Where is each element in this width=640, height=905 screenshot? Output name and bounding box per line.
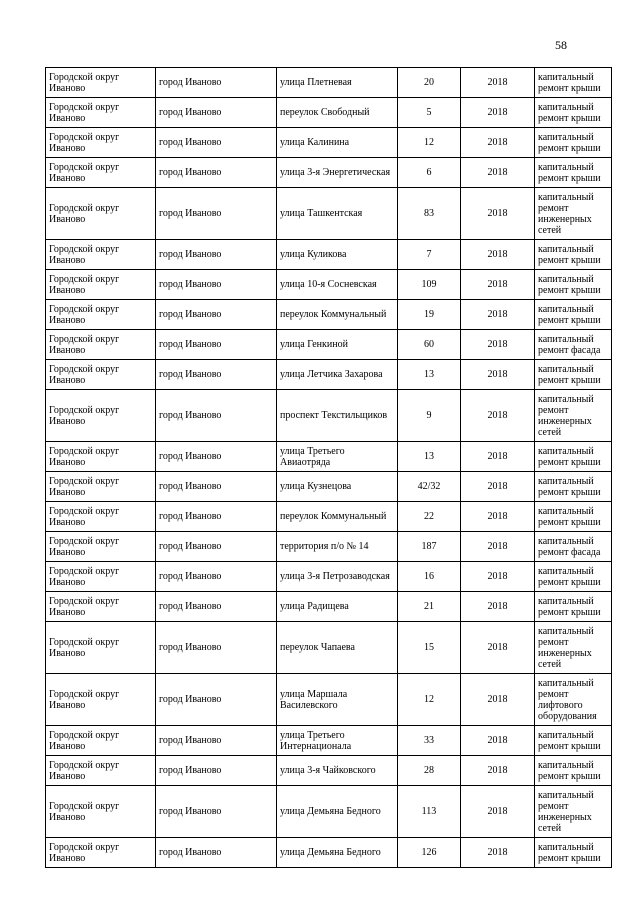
district-cell: Городской округ Иваново: [46, 188, 156, 240]
street-cell: улица Летчика Захарова: [277, 360, 398, 390]
table-row: [46, 726, 612, 756]
table-row: [46, 270, 612, 300]
district-cell: Городской округ Иваново: [46, 726, 156, 756]
district-cell: Городской округ Иваново: [46, 390, 156, 442]
district-cell: Городской округ Иваново: [46, 532, 156, 562]
work-type-cell: капитальный ремонт крыши: [535, 360, 612, 390]
city-cell: город Иваново: [156, 442, 277, 472]
street-cell: улица 3-я Энергетическая: [277, 158, 398, 188]
street-cell: улица Кузнецова: [277, 472, 398, 502]
city-cell: город Иваново: [156, 68, 277, 98]
table-row: [46, 98, 612, 128]
street-cell: улица Демьяна Бедного: [277, 786, 398, 838]
city-cell: город Иваново: [156, 786, 277, 838]
work-type-cell: капитальный ремонт фасада: [535, 330, 612, 360]
house-number-cell: 113: [398, 786, 461, 838]
district-cell: Городской округ Иваново: [46, 270, 156, 300]
work-type-cell: капитальный ремонт крыши: [535, 838, 612, 868]
city-cell: город Иваново: [156, 674, 277, 726]
year-cell: 2018: [461, 240, 535, 270]
year-cell: 2018: [461, 532, 535, 562]
table-row: [46, 188, 612, 240]
district-cell: Городской округ Иваново: [46, 240, 156, 270]
street-cell: улица Генкиной: [277, 330, 398, 360]
city-cell: город Иваново: [156, 726, 277, 756]
year-cell: 2018: [461, 330, 535, 360]
year-cell: 2018: [461, 786, 535, 838]
city-cell: город Иваново: [156, 128, 277, 158]
work-type-cell: капитальный ремонт крыши: [535, 472, 612, 502]
street-cell: улица Ташкентская: [277, 188, 398, 240]
table-row: [46, 300, 612, 330]
city-cell: город Иваново: [156, 300, 277, 330]
house-number-cell: 7: [398, 240, 461, 270]
district-cell: Городской округ Иваново: [46, 330, 156, 360]
work-type-cell: капитальный ремонт инженерных сетей: [535, 390, 612, 442]
district-cell: Городской округ Иваново: [46, 128, 156, 158]
city-cell: город Иваново: [156, 270, 277, 300]
page-number: 58: [555, 38, 567, 52]
house-number-cell: 19: [398, 300, 461, 330]
city-cell: город Иваново: [156, 622, 277, 674]
table-row: [46, 786, 612, 838]
year-cell: 2018: [461, 98, 535, 128]
house-number-cell: 6: [398, 158, 461, 188]
work-type-cell: капитальный ремонт крыши: [535, 128, 612, 158]
year-cell: 2018: [461, 726, 535, 756]
street-cell: переулок Коммунальный: [277, 502, 398, 532]
year-cell: 2018: [461, 158, 535, 188]
year-cell: 2018: [461, 390, 535, 442]
work-type-cell: капитальный ремонт крыши: [535, 158, 612, 188]
work-type-cell: капитальный ремонт инженерных сетей: [535, 188, 612, 240]
street-cell: переулок Коммунальный: [277, 300, 398, 330]
table-row: [46, 756, 612, 786]
city-cell: город Иваново: [156, 562, 277, 592]
year-cell: 2018: [461, 756, 535, 786]
street-cell: улица Третьего Интернационала: [277, 726, 398, 756]
house-number-cell: 28: [398, 756, 461, 786]
year-cell: 2018: [461, 674, 535, 726]
year-cell: 2018: [461, 622, 535, 674]
house-number-cell: 13: [398, 442, 461, 472]
year-cell: 2018: [461, 472, 535, 502]
city-cell: город Иваново: [156, 360, 277, 390]
district-cell: Городской округ Иваново: [46, 674, 156, 726]
year-cell: 2018: [461, 270, 535, 300]
street-cell: переулок Чапаева: [277, 622, 398, 674]
year-cell: 2018: [461, 442, 535, 472]
street-cell: улица Плетневая: [277, 68, 398, 98]
table-row: [46, 562, 612, 592]
city-cell: город Иваново: [156, 756, 277, 786]
table-row: [46, 360, 612, 390]
table-row: [46, 838, 612, 868]
table-row: [46, 674, 612, 726]
house-number-cell: 109: [398, 270, 461, 300]
table-row: [46, 502, 612, 532]
work-type-cell: капитальный ремонт крыши: [535, 592, 612, 622]
year-cell: 2018: [461, 562, 535, 592]
city-cell: город Иваново: [156, 330, 277, 360]
year-cell: 2018: [461, 188, 535, 240]
district-cell: Городской округ Иваново: [46, 502, 156, 532]
house-number-cell: 33: [398, 726, 461, 756]
year-cell: 2018: [461, 68, 535, 98]
house-number-cell: 16: [398, 562, 461, 592]
street-cell: улица 3-я Чайковского: [277, 756, 398, 786]
house-number-cell: 60: [398, 330, 461, 360]
house-number-cell: 21: [398, 592, 461, 622]
work-type-cell: капитальный ремонт фасада: [535, 532, 612, 562]
city-cell: город Иваново: [156, 188, 277, 240]
work-type-cell: капитальный ремонт крыши: [535, 68, 612, 98]
repair-registry-table: [45, 67, 612, 868]
street-cell: улица Демьяна Бедного: [277, 838, 398, 868]
district-cell: Городской округ Иваново: [46, 592, 156, 622]
table-body: [46, 68, 612, 868]
city-cell: город Иваново: [156, 532, 277, 562]
district-cell: Городской округ Иваново: [46, 562, 156, 592]
district-cell: Городской округ Иваново: [46, 68, 156, 98]
house-number-cell: 126: [398, 838, 461, 868]
district-cell: Городской округ Иваново: [46, 756, 156, 786]
work-type-cell: капитальный ремонт крыши: [535, 300, 612, 330]
street-cell: проспект Текстильщиков: [277, 390, 398, 442]
city-cell: город Иваново: [156, 240, 277, 270]
work-type-cell: капитальный ремонт крыши: [535, 270, 612, 300]
table-row: [46, 240, 612, 270]
work-type-cell: капитальный ремонт крыши: [535, 756, 612, 786]
house-number-cell: 83: [398, 188, 461, 240]
street-cell: переулок Свободный: [277, 98, 398, 128]
table-row: [46, 472, 612, 502]
house-number-cell: 13: [398, 360, 461, 390]
table-row: [46, 158, 612, 188]
work-type-cell: капитальный ремонт инженерных сетей: [535, 786, 612, 838]
city-cell: город Иваново: [156, 98, 277, 128]
year-cell: 2018: [461, 838, 535, 868]
house-number-cell: 12: [398, 674, 461, 726]
house-number-cell: 15: [398, 622, 461, 674]
city-cell: город Иваново: [156, 502, 277, 532]
house-number-cell: 22: [398, 502, 461, 532]
district-cell: Городской округ Иваново: [46, 838, 156, 868]
city-cell: город Иваново: [156, 158, 277, 188]
district-cell: Городской округ Иваново: [46, 158, 156, 188]
district-cell: Городской округ Иваново: [46, 786, 156, 838]
year-cell: 2018: [461, 502, 535, 532]
work-type-cell: капитальный ремонт крыши: [535, 502, 612, 532]
district-cell: Городской округ Иваново: [46, 360, 156, 390]
street-cell: улица Третьего Авиаотряда: [277, 442, 398, 472]
city-cell: город Иваново: [156, 390, 277, 442]
district-cell: Городской округ Иваново: [46, 622, 156, 674]
table-row: [46, 442, 612, 472]
street-cell: улица Маршала Василевского: [277, 674, 398, 726]
street-cell: улица 3-я Петрозаводская: [277, 562, 398, 592]
district-cell: Городской округ Иваново: [46, 442, 156, 472]
street-cell: территория п/о № 14: [277, 532, 398, 562]
house-number-cell: 187: [398, 532, 461, 562]
house-number-cell: 5: [398, 98, 461, 128]
table-row: [46, 592, 612, 622]
table-row: [46, 622, 612, 674]
house-number-cell: 20: [398, 68, 461, 98]
work-type-cell: капитальный ремонт крыши: [535, 562, 612, 592]
street-cell: улица Радищева: [277, 592, 398, 622]
district-cell: Городской округ Иваново: [46, 472, 156, 502]
table-row: [46, 68, 612, 98]
street-cell: улица Куликова: [277, 240, 398, 270]
house-number-cell: 9: [398, 390, 461, 442]
district-cell: Городской округ Иваново: [46, 300, 156, 330]
year-cell: 2018: [461, 128, 535, 158]
city-cell: город Иваново: [156, 472, 277, 502]
table-row: [46, 532, 612, 562]
street-cell: улица Калинина: [277, 128, 398, 158]
street-cell: улица 10-я Сосневская: [277, 270, 398, 300]
year-cell: 2018: [461, 592, 535, 622]
house-number-cell: 42/32: [398, 472, 461, 502]
table-row: [46, 390, 612, 442]
year-cell: 2018: [461, 360, 535, 390]
work-type-cell: капитальный ремонт крыши: [535, 240, 612, 270]
work-type-cell: капитальный ремонт инженерных сетей: [535, 622, 612, 674]
house-number-cell: 12: [398, 128, 461, 158]
work-type-cell: капитальный ремонт крыши: [535, 442, 612, 472]
work-type-cell: капитальный ремонт крыши: [535, 98, 612, 128]
work-type-cell: капитальный ремонт крыши: [535, 726, 612, 756]
work-type-cell: капитальный ремонт лифтового оборудования: [535, 674, 612, 726]
year-cell: 2018: [461, 300, 535, 330]
city-cell: город Иваново: [156, 592, 277, 622]
table-row: [46, 128, 612, 158]
city-cell: город Иваново: [156, 838, 277, 868]
table-row: [46, 330, 612, 360]
district-cell: Городской округ Иваново: [46, 98, 156, 128]
